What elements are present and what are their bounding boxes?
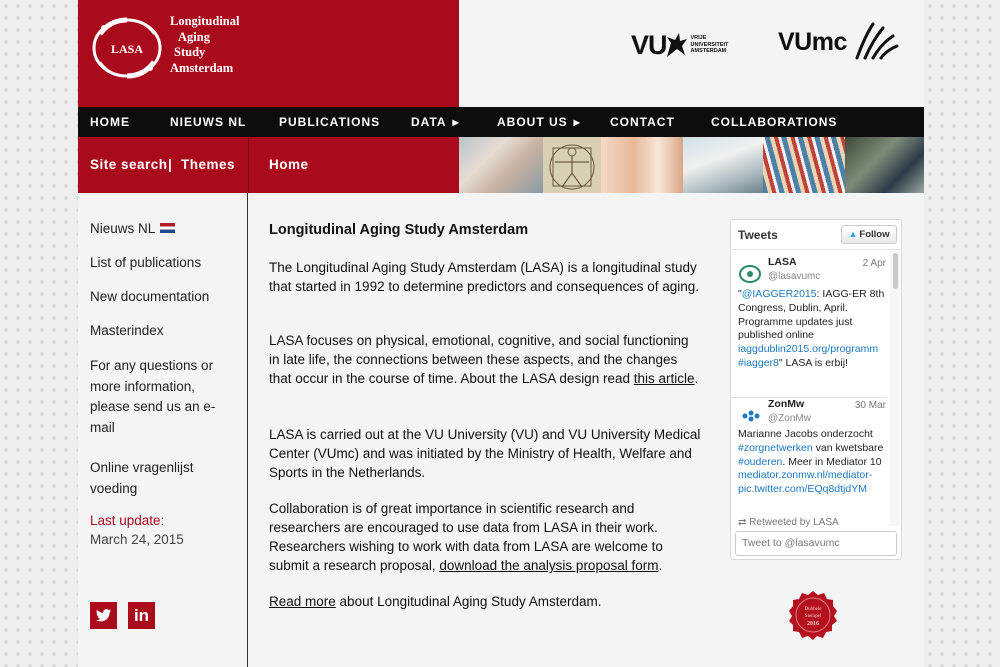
focus-paragraph — [269, 331, 701, 388]
tweet-date[interactable]: 2 Apr — [862, 258, 886, 269]
tweet-text-part: van kwetsbare — [812, 441, 884, 454]
triangle-right-icon: ▶ — [452, 118, 460, 127]
photo-man-workshop — [845, 137, 924, 193]
this-article-link[interactable]: this article — [633, 371, 695, 386]
twitter-icon[interactable] — [90, 602, 117, 629]
sidebar-item-documentation[interactable] — [90, 287, 209, 308]
paragraph-text: . — [658, 558, 663, 573]
seal-line: Dubbele — [804, 607, 822, 612]
paragraph-text: LASA focuses on physical, emotional, cognitive, and social functioning in late life, the connections between these aspects, and the changes that occur in the course of time. About the LASA design read — [269, 333, 689, 386]
griffin-icon — [665, 31, 689, 59]
paragraph-text: about Longitudinal Aging Study Amsterdam. — [335, 594, 602, 609]
read-more-link[interactable]: Read more — [269, 594, 336, 609]
vu-sub-line: AMSTERDAM — [690, 48, 727, 55]
tweet-text-part: " — [738, 288, 742, 300]
photo-vitruvian-man — [543, 137, 601, 193]
site-search-link[interactable]: Site search — [90, 157, 168, 172]
timeline-scrollbar[interactable] — [890, 251, 900, 526]
zonmw-avatar — [738, 404, 762, 428]
logo-wordmark — [170, 14, 239, 76]
photo-woman-laptop — [683, 137, 763, 193]
widget-title: Tweets — [738, 228, 778, 242]
nav-label: COLLABORATIONS — [711, 115, 838, 129]
tweet-text-part: : IAGG-ER 8th Congress, Dublin, April. Programme updates just published online — [738, 288, 885, 342]
article-title: Longitudinal Aging Study Amsterdam — [269, 222, 529, 238]
nav-publications[interactable] — [279, 107, 380, 137]
nav-label: PUBLICATIONS — [279, 115, 381, 129]
tweet-mention-link[interactable]: @IAGGER2015 — [741, 288, 817, 300]
photo-strip — [459, 137, 924, 193]
sidebar-item-masterindex[interactable] — [90, 321, 164, 342]
sidebar-item-publications[interactable] — [90, 253, 201, 274]
dutch-flag-icon — [160, 223, 175, 233]
follow-label: Follow — [859, 229, 890, 240]
vu-sub-line: UNIVERSITEIT — [690, 41, 729, 48]
vu-subtitle — [691, 35, 729, 55]
sidebar-item-label: For any questions or more information, please send us an e-mail — [90, 358, 216, 435]
sidebar — [78, 193, 248, 667]
nav-home[interactable] — [90, 107, 130, 137]
retweet-icon: ⇄ — [738, 517, 750, 528]
photo-magazines — [763, 137, 845, 193]
sidebar-item-label: List of publications — [90, 255, 202, 270]
logo-line: Study — [174, 45, 206, 59]
wax-seal-badge — [787, 589, 839, 641]
vu-sub-line: VRIJE — [690, 35, 707, 42]
tweet-author[interactable]: ZonMw — [768, 398, 805, 410]
vitruvian-icon — [543, 137, 601, 193]
tweet-text — [738, 288, 886, 371]
photo-elderly-couple — [459, 137, 543, 193]
sidebar-item-contact-email[interactable] — [90, 356, 225, 438]
logo-line: Longitudinal — [170, 14, 240, 28]
lasa-emblem-icon — [90, 14, 164, 82]
tweet-handle[interactable]: @lasavumc — [768, 271, 821, 282]
tweet-item[interactable] — [738, 256, 886, 396]
sidebar-item-nieuws-nl[interactable] — [90, 219, 175, 240]
vumc-swoosh-icon — [851, 18, 899, 66]
site-header — [78, 0, 924, 107]
vumc-logo[interactable] — [778, 18, 899, 66]
subbar-separator: | — [168, 157, 173, 172]
tweet-text-part: . Meer in Mediator 10 — [782, 455, 882, 468]
retweet-label: Retweeted by LASA — [749, 517, 839, 528]
follow-button[interactable] — [841, 225, 897, 244]
nav-label: HOME — [90, 115, 130, 129]
tweet-text-part: " LASA is erbij! — [778, 356, 848, 369]
last-update-date: March 24, 2015 — [90, 532, 184, 547]
lasa-logo[interactable] — [78, 0, 459, 107]
page-title: Home — [269, 157, 309, 172]
tweet-pic-link[interactable]: pic.twitter.com/EQq8dtjdYM — [738, 483, 867, 496]
triangle-right-icon: ▶ — [573, 118, 581, 127]
tweet-text-part: Marianne Jacobs onderzocht — [738, 428, 873, 440]
nav-label: CONTACT — [610, 115, 675, 129]
nav-label: ABOUT US — [497, 115, 568, 129]
paragraph-text: . — [694, 371, 699, 386]
photo-holding-hands — [601, 137, 683, 193]
emblem-text: LASA — [110, 42, 144, 56]
main-content — [248, 193, 924, 667]
tweet-url-link[interactable]: iaggdublin2015.org/programm — [738, 343, 879, 356]
sidebar-item-vragenlijst[interactable] — [90, 458, 215, 499]
twitter-bird-icon: ▲ — [848, 229, 858, 239]
logo-line: Aging — [178, 29, 210, 44]
twitter-bird-glyph — [90, 602, 117, 629]
sidebar-item-label: New documentation — [90, 289, 210, 304]
collaboration-paragraph — [269, 499, 701, 575]
lasa-avatar — [738, 262, 762, 286]
tweet-hashtag-link[interactable]: #ouderen — [738, 455, 783, 468]
page-heading-bar — [248, 137, 459, 193]
nav-contact[interactable] — [610, 107, 675, 137]
themes-link[interactable]: Themes — [181, 157, 236, 172]
vu-wordmark: VU — [631, 29, 667, 60]
seal-line: Stempel — [804, 614, 822, 619]
nav-collaborations[interactable] — [711, 107, 837, 137]
scrollbar-thumb[interactable] — [893, 253, 898, 289]
read-more-paragraph — [269, 592, 701, 611]
analysis-proposal-link[interactable]: download the analysis proposal form — [439, 558, 659, 573]
intro-paragraph: The Longitudinal Aging Study Amsterdam (LASA) is a longitudinal study that started in 1992 to determine predictors and consequences of aging. — [269, 260, 700, 294]
paragraph-text: Collaboration is of great importance in scientific research and researchers are encouraged to use data from LASA in their work. Researchers wishing to work with data from LASA are welcome to submit a research proposal, — [269, 501, 663, 573]
main-nav — [78, 107, 924, 137]
sidebar-item-label: Nieuws NL — [90, 221, 156, 236]
tweet-to-input[interactable]: Tweet to @lasavumc — [735, 531, 897, 556]
nav-nieuws-nl[interactable] — [170, 107, 246, 137]
vu-university-logo[interactable] — [631, 28, 728, 62]
last-update-label: Last update: — [90, 513, 165, 528]
tweet-item[interactable] — [738, 398, 886, 528]
tweet-date[interactable]: 30 Mar — [854, 400, 886, 411]
tweet-text — [738, 428, 886, 497]
sidebar-item-label: Masterindex — [90, 323, 164, 338]
nav-about-us[interactable] — [497, 107, 581, 137]
tweet-hashtag-link[interactable]: #zorgnetwerken — [738, 441, 813, 454]
funding-paragraph: LASA is carried out at the VU University (VU) and VU University Medical Center (VUmc) and was initiated by the Ministry of Health, Welfare and Sports in the Netherlands. — [269, 427, 701, 480]
tweet-handle[interactable]: @ZonMw — [768, 413, 811, 424]
twitter-timeline-widget — [730, 219, 902, 560]
sidebar-header — [78, 137, 248, 193]
seal-line: 2016 — [807, 621, 819, 627]
tweet-author[interactable]: LASA — [768, 256, 797, 268]
vumc-wordmark: VUmc — [778, 27, 847, 56]
widget-header — [731, 220, 901, 250]
logo-line: Amsterdam — [170, 60, 234, 75]
nav-label: NIEUWS NL — [170, 115, 247, 129]
retweet-note — [738, 516, 839, 530]
tweet-url-link[interactable]: mediator.zonmw.nl/mediator- — [738, 469, 873, 482]
sidebar-item-label: Online vragenlijst voeding — [90, 460, 194, 496]
nav-label: DATA — [411, 115, 447, 129]
tweet-hashtag-link[interactable]: #iagger8 — [738, 356, 779, 369]
nav-data[interactable] — [411, 107, 460, 137]
linkedin-icon[interactable]: in — [128, 602, 155, 629]
